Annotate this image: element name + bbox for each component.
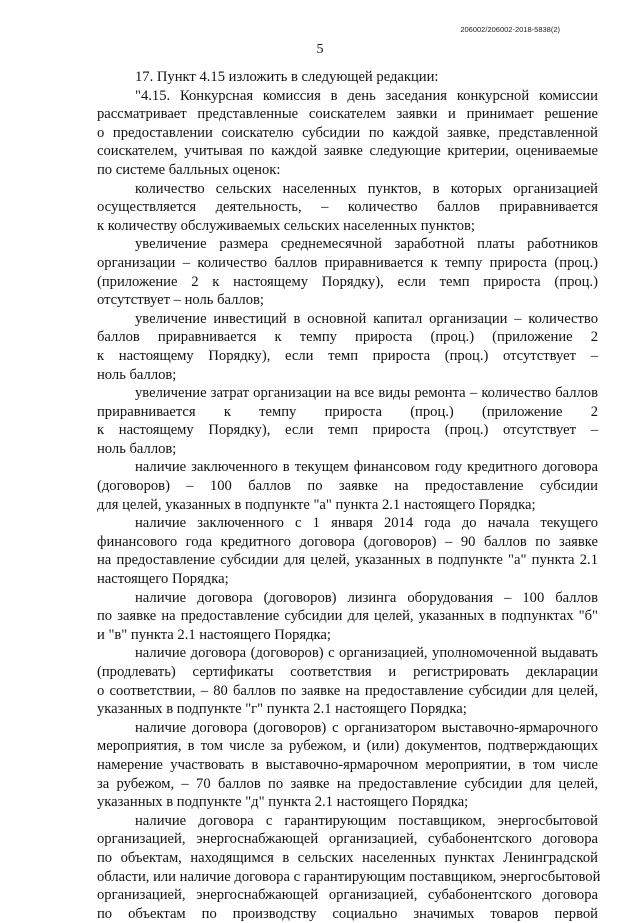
text-line: увеличение размера среднемесячной заработной платы работников (135, 236, 598, 253)
text-line: финансового года кредитного договора (договоров) – 90 баллов по заявке (97, 533, 598, 550)
text-line: наличие договора (договоров) лизинга оборудования – 100 баллов (135, 589, 598, 606)
text-line: (приложение 2 к настоящему Порядку), если темп прироста (проц.) (97, 273, 598, 290)
paragraph-criterion-certification (97, 644, 598, 718)
text-line: по объектам по производству социально значимых товаров первой (97, 905, 598, 922)
text-line: "4.15. Конкурсная комиссия в день заседания конкурсной комиссии (135, 87, 598, 104)
text-line: к количеству обслуживаемых сельских населенных пунктов; (97, 217, 475, 234)
text-line: указанных в подпункте "д" пункта 2.1 настоящего Порядка; (97, 794, 469, 811)
text-line: к настоящему Порядку), если темп прироста (проц.) отсутствует – (97, 347, 598, 364)
text-line: рассматривает представленные соискателем заявки и принимает решение (97, 106, 598, 123)
text-line: 17. Пункт 4.15 изложить в следующей редакции: (135, 69, 439, 85)
text-line: наличие договора (договоров) с организатором выставочно-ярмарочного (135, 719, 598, 736)
paragraph-criterion-settlements (97, 180, 598, 236)
text-line: и "в" пункта 2.1 настоящего Порядка; (97, 626, 331, 643)
text-line: намерение участвовать в выставочно-ярмарочном мероприятии, в том числе (97, 756, 598, 773)
text-line: на предоставление субсидии для целей, указанных в подпункте "а" пункта 2.1 (97, 552, 598, 569)
paragraph-criterion-salary (97, 235, 598, 309)
paragraph-criterion-leasing (97, 589, 598, 645)
text-line: (договоров) – 100 баллов по заявке на предоставление субсидии (97, 478, 598, 495)
text-line: приравнивается к темпу прироста (проц.) (приложение 2 (97, 403, 598, 420)
text-line: соискателем, учитывая по каждой заявке следующие критерии, оцениваемые (97, 143, 598, 160)
text-line: по заявке на предоставление субсидии для целей, указанных в подпунктах "б" (97, 608, 598, 625)
document-body (97, 68, 601, 923)
text-line: мероприятия, в том числе за рубежом, и (или) документов, подтверждающих (97, 738, 598, 755)
paragraph-item-17 (97, 68, 598, 87)
text-line: баллов приравнивается к темпу прироста (проц.) (приложение 2 (97, 329, 598, 346)
paragraph-criterion-credit-2014 (97, 514, 598, 588)
text-line: увеличение инвестиций в основной капитал организации – количество (135, 310, 598, 327)
text-line: наличие договора (договоров) с организацией, уполномоченной выдавать (135, 645, 598, 662)
text-line: организацией, энергоснабжающей организацией, субабонентского договора (97, 831, 598, 848)
text-line: области, или наличие договора с гарантирующим поставщиком, энергосбытовой (97, 868, 601, 885)
text-line: по объектам, находящимся в сельских населенных пунктах Ленинградской (97, 849, 598, 866)
text-line: для целей, указанных в подпункте "а" пункта 2.1 настоящего Порядка; (97, 496, 536, 513)
text-line: организации – количество баллов приравнивается к темпу прироста (проц.) (97, 254, 598, 271)
text-line: (продлевать) сертификаты соответствия и регистрировать декларации (97, 664, 598, 680)
text-line: увеличение затрат организации на все виды ремонта – количество баллов (135, 385, 598, 402)
paragraph-criterion-investment (97, 310, 598, 384)
paragraph-clause-4-15 (97, 87, 598, 180)
page-number: 5 (316, 42, 324, 57)
text-line: ноль баллов; (97, 366, 177, 383)
text-line: по системе балльных оценок: (97, 161, 281, 178)
text-line: о соответствии, – 80 баллов по заявке на предоставление субсидии для целей, (97, 682, 598, 699)
text-line: настоящего Порядка; (97, 571, 229, 588)
text-line: ноль баллов; (97, 440, 177, 457)
paragraph-criterion-exhibition (97, 719, 598, 812)
text-line: отсутствует – ноль баллов; (97, 292, 264, 309)
text-line: организацией, энергоснабжающей организацией, субабонентского договора (97, 887, 598, 904)
text-line: к настоящему Порядку), если темп прироста (проц.) отсутствует – (97, 422, 598, 439)
text-line: наличие заключенного в текущем финансовом году кредитного договора (135, 459, 598, 476)
text-line: осуществляется деятельность, – количество баллов приравнивается (97, 199, 598, 216)
text-line: наличие договора с гарантирующим поставщиком, энергосбытовой (135, 812, 598, 829)
paragraph-criterion-credit-current (97, 458, 598, 514)
text-line: количество сельских населенных пунктов, в которых организацией (135, 180, 598, 197)
paragraph-criterion-repair (97, 384, 598, 458)
document-reference-number: 206002/206002-2018-5838(2) (460, 25, 560, 34)
paragraph-criterion-energy-supply (97, 812, 601, 923)
text-line: наличие заключенного с 1 января 2014 года до начала текущего (135, 515, 598, 532)
text-line: за рубежом, – 70 баллов по заявке на предоставление субсидии для целей, (97, 775, 598, 792)
text-line: о предоставлении соискателю субсидии по каждой заявке, представленной (97, 124, 598, 141)
text-line: указанных в подпункте "г" пункта 2.1 настоящего Порядка; (97, 701, 467, 718)
